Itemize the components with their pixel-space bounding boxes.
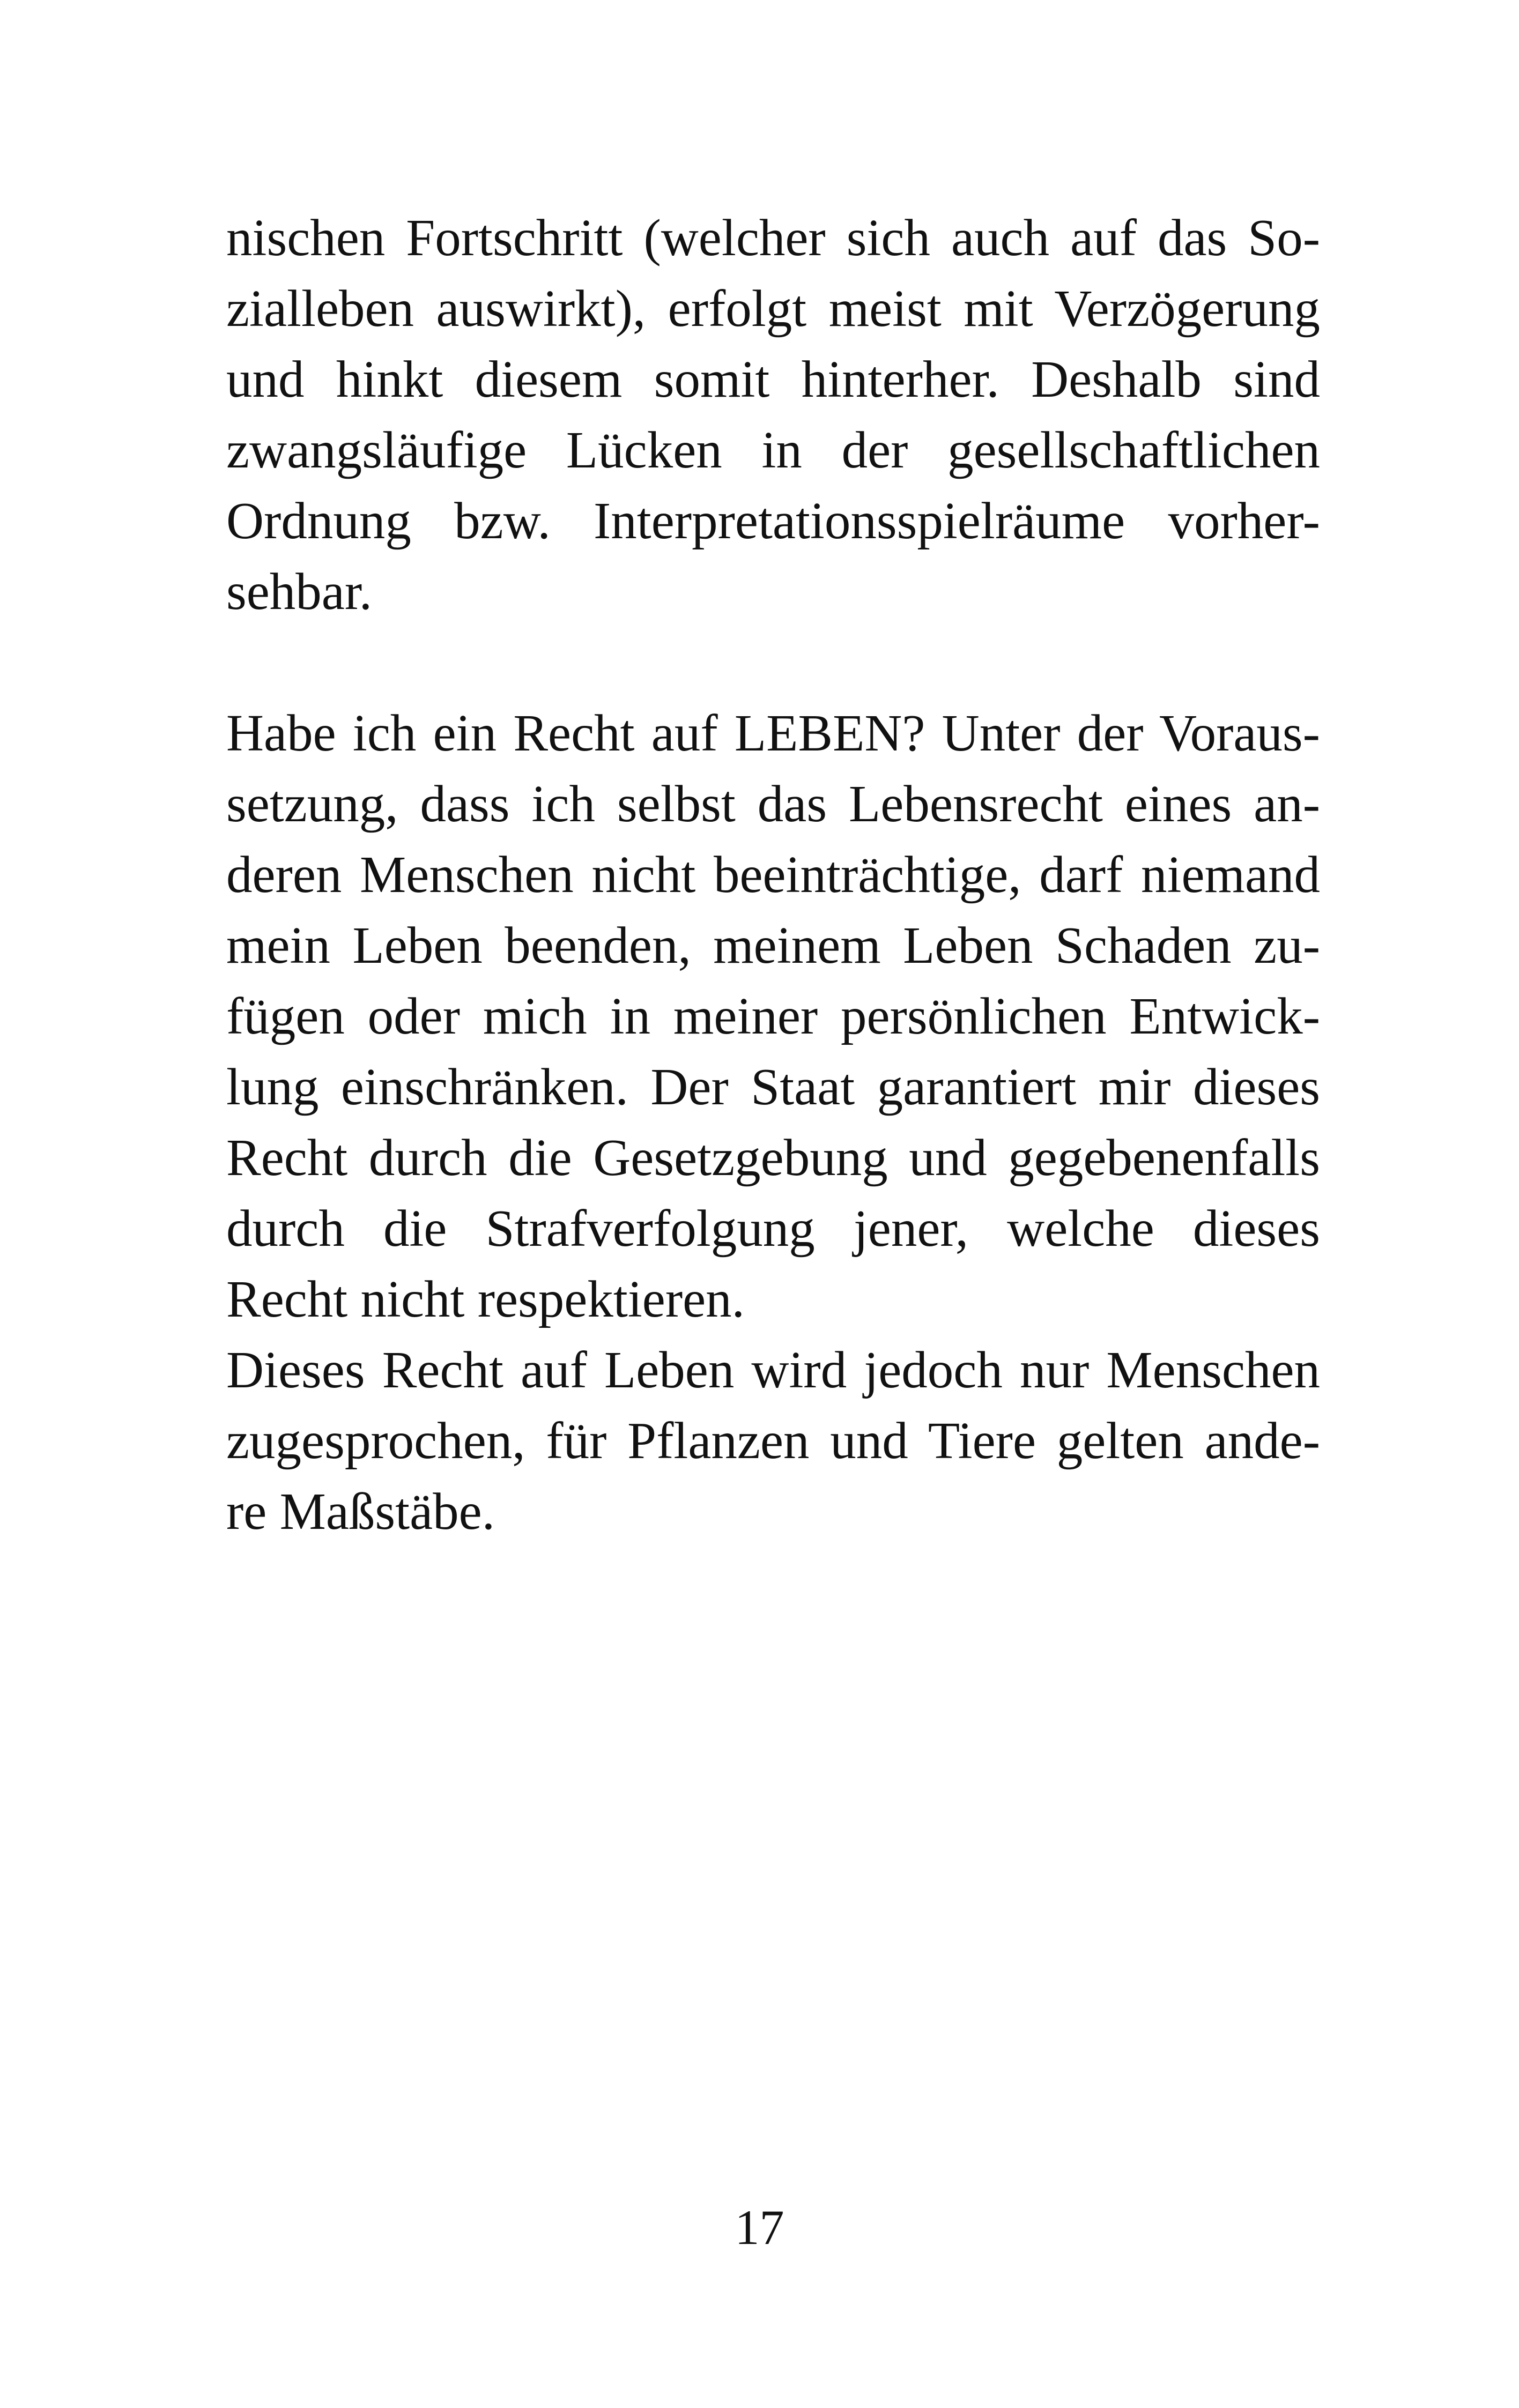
text-line: fügen oder mich in meiner persönlichen Entwick-: [226, 987, 1320, 1045]
text-line: zwangsläufige Lücken in der gesellschaftlichen: [226, 421, 1320, 479]
paragraph-gap: [226, 627, 1320, 698]
text-line: nischen Fortschritt (welcher sich auch auf das So-: [226, 209, 1320, 266]
text-line: deren Menschen nicht beeinträchtige, darf niemand: [226, 846, 1320, 903]
text-line: durch die Strafverfolgung jener, welche dieses: [226, 1200, 1320, 1257]
body-text: [226, 203, 1320, 1547]
paragraph-2: [226, 698, 1320, 1335]
text-line: Recht durch die Gesetzgebung und gegebenenfalls: [226, 1129, 1320, 1186]
text-line: Habe ich ein Recht auf LEBEN? Unter der Voraus-: [226, 704, 1320, 762]
page-number: 17: [735, 2200, 784, 2255]
text-line: re Maßstäbe.: [226, 1483, 495, 1540]
text-line: zugesprochen, für Pflanzen und Tiere gelten ande-: [226, 1412, 1320, 1469]
paragraph-1: [226, 203, 1320, 627]
paragraph-3: [226, 1335, 1320, 1547]
text-line: Dieses Recht auf Leben wird jedoch nur Menschen: [226, 1341, 1320, 1399]
text-line: lung einschränken. Der Staat garantiert mir dieses: [226, 1058, 1320, 1116]
text-line: Ordnung bzw. Interpretationsspielräume vorher-: [226, 492, 1320, 549]
text-line: zialleben auswirkt), erfolgt meist mit Verzögerung: [226, 280, 1320, 337]
text-line: und hinkt diesem somit hinterher. Deshalb sind: [226, 351, 1320, 408]
text-line: mein Leben beenden, meinem Leben Schaden zu-: [226, 917, 1320, 974]
text-line: Recht nicht respektieren.: [226, 1270, 745, 1328]
text-line: setzung, dass ich selbst das Lebensrecht eines an-: [226, 775, 1320, 833]
text-line: sehbar.: [226, 563, 373, 620]
